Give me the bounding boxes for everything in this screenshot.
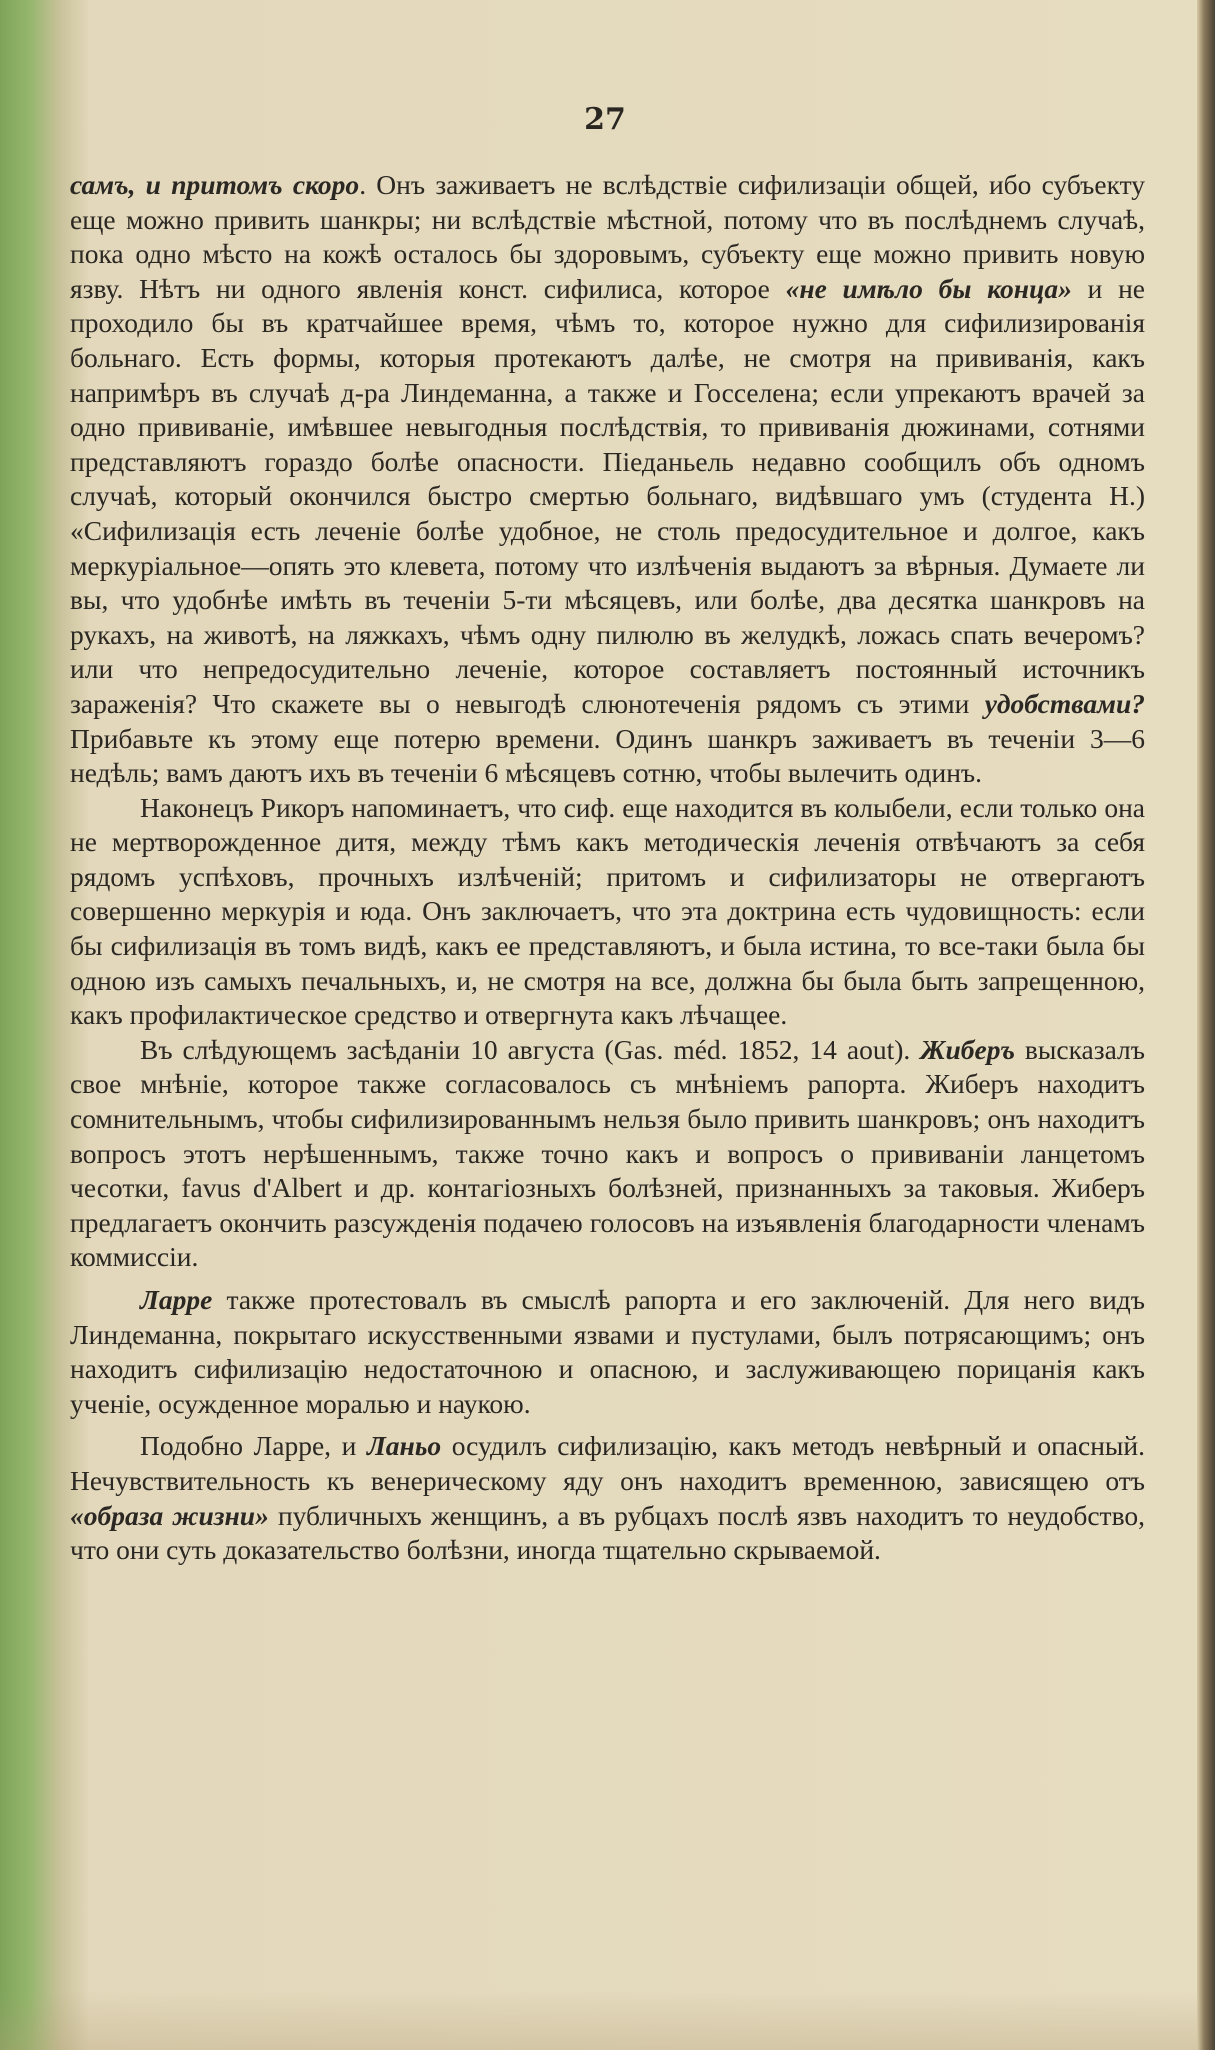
text-run: Ланьо xyxy=(366,1430,442,1462)
paragraph-2 xyxy=(70,791,1145,1033)
text-run: Прибавьте къ этому еще потерю времени. Одинъ шанкръ заживаетъ въ теченіи 3—6 недѣль; вамъ даютъ ихъ въ теченіи 6 мѣсяцевъ сотню, чтобы вылечить одинъ. xyxy=(70,722,1145,789)
text-run: Подобно Ларре, и xyxy=(140,1430,367,1462)
body-text xyxy=(70,168,1145,1568)
text-run: Въ слѣдующемъ засѣданіи 10 августа (Gas. méd. 1852, 14 aout). xyxy=(140,1033,921,1065)
text-run: Ларре xyxy=(140,1284,213,1315)
text-run: Жиберъ xyxy=(920,1033,1015,1065)
page-bottom-shade xyxy=(0,1990,1215,2050)
text-run: высказалъ свое мнѣніе, которое также согласовалось съ мнѣніемъ рапорта. Жиберъ находитъ сомнительнымъ, чтобы сифилизированнымъ нельзя было привить шанкровъ; онъ находитъ вопросъ этотъ нерѣшеннымъ, также точно какъ и вопросъ о прививаніи ланцетомъ чесотки, favus d'Albert и др. контагіозныхъ болѣзней, признанныхъ за таковыя. Жиберъ предлагаетъ окончить разсужденія подачею голосовъ на изъявленія благодарности членамъ коммиссіи. xyxy=(70,1033,1146,1273)
text-run: . Онъ заживаетъ не вслѣдствіе сифилизаціи общей, ибо субъекту еще можно привить шанкры; ни вслѣдствіе мѣстной, потому что въ послѣднемъ случаѣ, пока одно мѣсто на кожѣ осталось бы здоровымъ, субъекту еще можно привить новую язву. Нѣтъ ни одного явленія конст. сифилиса, которое xyxy=(70,169,1146,304)
page-edge-shadow xyxy=(1197,0,1215,2050)
paragraph-1 xyxy=(70,168,1145,791)
text-run: и не проходило бы въ кратчайшее время, чѣмъ то, которое нужно для сифилизированія больнаго. Есть формы, которыя протекаютъ далѣе, не смотря на прививанія, какъ напримѣръ въ случаѣ д-ра Линдеманна, а также и Госселена; если упрекаютъ врачей за одно прививаніе, имѣвшее невыгодныя послѣдствія, то прививанія дюжинами, сотнями представляютъ гораздо болѣе опасности. Пiеданьель недавно сообщилъ объ одномъ случаѣ, который окончился быстро смертью больнаго, видѣвшаго умъ (студента Н.) «Сифилизація есть леченіе болѣе удобное, не столь предосудительное и долгое, какъ меркуріальное—опять это клевета, потому что излѣченія выдаютъ за вѣрныя. Думаете ли вы, что удобнѣе имѣть въ теченіи 5-ти мѣсяцевъ, или болѣе, два десятка шанкровъ на рукахъ, на животѣ, на ляжкахъ, чѣмъ одну пилюлю въ желудкѣ, ложась спать вечеромъ? или что непредосудительно леченіе, которое составляетъ постоянный источникъ зараженія? Что скажете вы о невыгодѣ слюнотеченія рядомъ съ этими xyxy=(70,272,1145,719)
text-run: удобствами? xyxy=(984,687,1145,719)
text-run: «не имѣло бы конца» xyxy=(785,272,1072,304)
text-run: осудилъ сифилизацію, какъ методъ невѣрный и опасный. Нечувствительность къ венерическому яду онъ находитъ временною, зависящею отъ xyxy=(70,1430,1145,1496)
paragraph-4 xyxy=(70,1283,1145,1421)
page-number: 27 xyxy=(584,102,626,137)
paragraph-5 xyxy=(70,1429,1145,1567)
text-run: «образа жизни» xyxy=(70,1499,269,1531)
text-run: также протестовалъ въ смыслѣ рапорта и его заключеній. Для него видъ Линдеманна, покрытаго искусственными язвами и пустулами, былъ потрясающимъ; онъ находитъ сифилизацію недостаточною и опасною, и заслуживающею порицанія какъ ученіе, осужденное моралью и наукою. xyxy=(70,1284,1145,1419)
text-run: самъ, и притомъ скоро xyxy=(70,169,360,200)
paragraph-3 xyxy=(70,1033,1145,1275)
text-run: Наконецъ Рикоръ напоминаетъ, что сиф. еще находится въ колыбели, если только она не мертворожденное дитя, между тѣмъ какъ методическія леченія отвѣчаютъ за себя рядомъ успѣховъ, прочныхъ излѣченій; притомъ и сифилизаторы не отвергаютъ совершенно меркурія и юда. Онъ заключаетъ, что эта доктрина есть чудовищность: если бы сифилизація въ томъ видѣ, какъ ее представляютъ, и была истина, то все-таки была бы одною изъ самыхъ печальныхъ, и, не смотря на все, должна бы была быть запрещенною, какъ профилактическое средство и отвергнута какъ лѣчащее. xyxy=(70,791,1145,1031)
text-run: публичныхъ женщинъ, а въ рубцахъ послѣ язвъ находитъ то неудобство, что они суть доказательство болѣзни, иногда тщательно скрываемой. xyxy=(70,1499,1145,1566)
